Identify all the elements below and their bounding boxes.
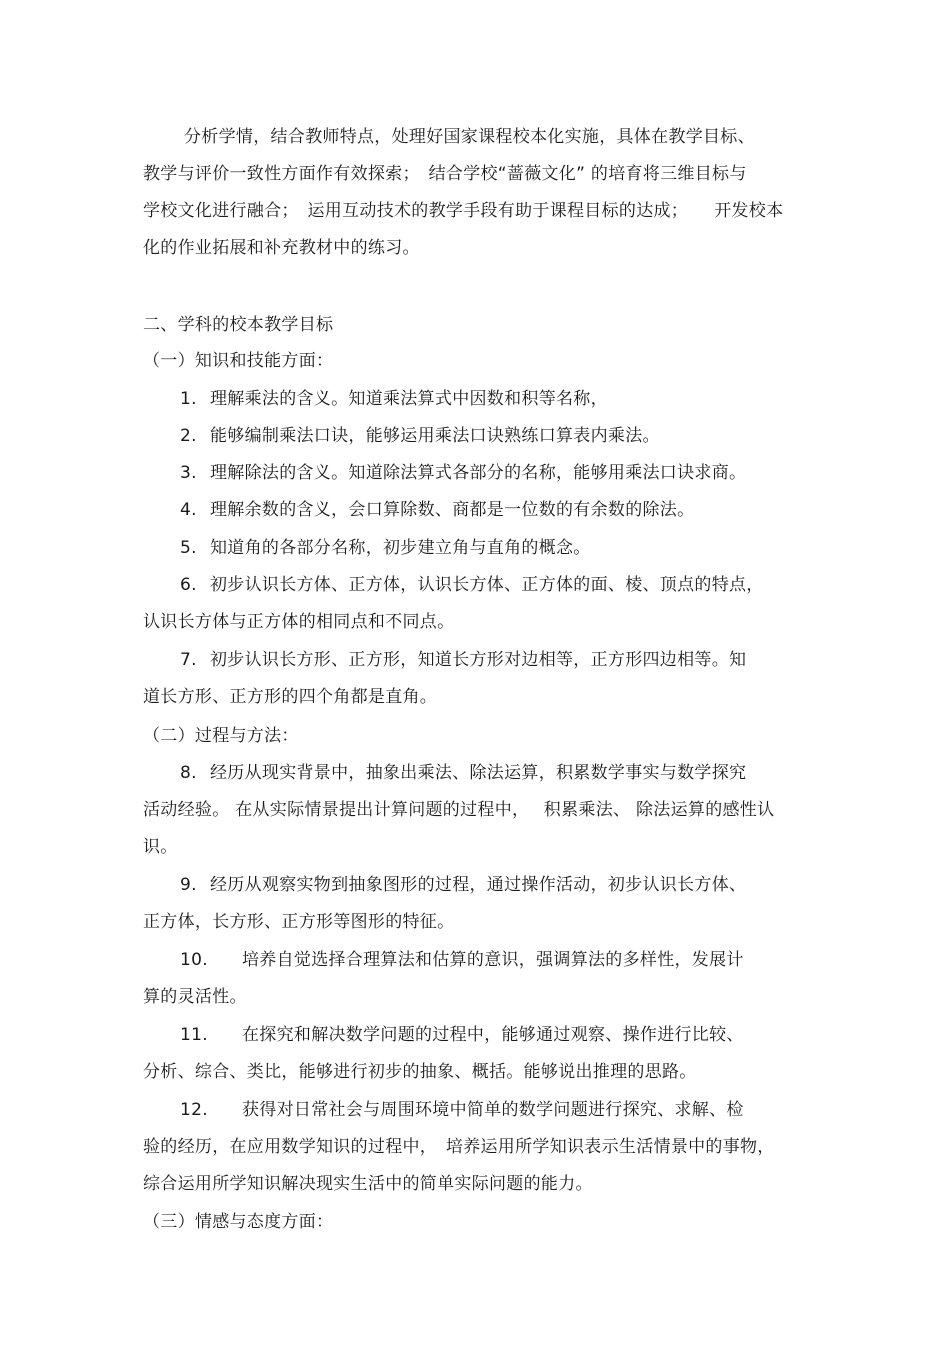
list-item-8-continuation-2: 识。 <box>143 837 178 857</box>
list-item-12-continuation: 验的经历，在应用数学知识的过程中， 培养运用所学知识表示生活情景中的事物， <box>143 1137 775 1157</box>
list-item-12 <box>180 1099 744 1121</box>
item-number: 9. <box>180 875 197 895</box>
subsection-process-method: （二）过程与方法： <box>143 726 299 746</box>
list-item-12-continuation-2: 综合运用所学知识解决现实生活中的简单实际问题的能力。 <box>143 1174 593 1194</box>
list-item-7-continuation: 道长方形、正方形的四个角都是直角。 <box>143 687 438 707</box>
item-text: 培养自觉选择合理算法和估算的意识，强调算法的多样性，发展计 <box>242 950 744 970</box>
list-item-3 <box>180 462 746 484</box>
item-text: 经历从现实背景中，抽象出乘法、除法运算，积累数学事实与数学探究 <box>210 763 747 783</box>
list-item-5 <box>180 537 591 559</box>
list-item-9 <box>180 874 746 896</box>
item-number: 8. <box>180 763 197 783</box>
list-item-6 <box>180 574 764 596</box>
item-text: 理解乘法的含义。知道乘法算式中因数和积等名称， <box>210 389 608 409</box>
intro-line-4: 化的作业拓展和补充教材中的练习。 <box>143 238 420 258</box>
item-text: 初步认识长方体、正方体，认识长方体、正方体的面、棱、顶点的特点， <box>210 575 764 595</box>
list-item-8-continuation: 活动经验。 在从实际情景提出计算问题的过程中， 积累乘法、 除法运算的感性认 <box>143 800 775 820</box>
item-number: 5. <box>180 538 197 558</box>
item-number: 3. <box>180 463 197 483</box>
item-text: 初步认识长方形、正方形，知道长方形对边相等，正方形四边相等。知 <box>210 650 747 670</box>
item-number: 11. <box>180 1025 208 1045</box>
item-text: 获得对日常社会与周围环境中简单的数学问题进行探究、求解、检 <box>242 1100 744 1120</box>
section-heading: 二、学科的校本教学目标 <box>143 315 334 335</box>
item-number: 12. <box>180 1100 208 1120</box>
subsection-knowledge-skills: （一）知识和技能方面： <box>143 351 334 371</box>
list-item-1 <box>180 388 608 410</box>
list-item-2 <box>180 425 660 447</box>
item-text: 在探究和解决数学问题的过程中，能够通过观察、操作进行比较、 <box>242 1025 744 1045</box>
list-item-10-continuation: 算的灵活性。 <box>143 987 247 1007</box>
intro-line-3: 学校文化进行融合； 运用互动技术的教学手段有助于课程目标的达成； 开发校本 <box>143 201 784 221</box>
list-item-9-continuation: 正方体，长方形、正方形等图形的特征。 <box>143 912 455 932</box>
item-number: 7. <box>180 650 197 670</box>
item-text: 知道角的各部分名称，初步建立角与直角的概念。 <box>210 538 591 558</box>
list-item-11 <box>180 1024 744 1046</box>
list-item-10 <box>180 949 744 971</box>
item-number: 4. <box>180 500 197 520</box>
item-number: 6. <box>180 575 197 595</box>
item-text: 理解除法的含义。知道除法算式各部分的名称，能够用乘法口诀求商。 <box>210 463 747 483</box>
item-number: 10. <box>180 950 208 970</box>
item-number: 2. <box>180 426 197 446</box>
item-text: 能够编制乘法口诀，能够运用乘法口诀熟练口算表内乘法。 <box>210 426 660 446</box>
item-text: 经历从观察实物到抽象图形的过程，通过操作活动，初步认识长方体、 <box>210 875 747 895</box>
item-text: 理解余数的含义，会口算除数、商都是一位数的有余数的除法。 <box>210 500 695 520</box>
item-number: 1. <box>180 389 197 409</box>
intro-line-1: 分析学情，结合教师特点，处理好国家课程校本化实施，具体在教学目标、 <box>184 127 755 147</box>
list-item-6-continuation: 认识长方体与正方体的相同点和不同点。 <box>143 612 455 632</box>
list-item-11-continuation: 分析、综合、类比，能够进行初步的抽象、概括。能够说出推理的思路。 <box>143 1062 697 1082</box>
list-item-4 <box>180 499 694 521</box>
subsection-emotion-attitude: （三）情感与态度方面： <box>143 1212 334 1232</box>
list-item-7 <box>180 649 746 671</box>
list-item-8 <box>180 762 746 784</box>
intro-line-2: 教学与评价一致性方面作有效探索； 结合学校“蔷薇文化” 的培育将三维目标与 <box>143 164 747 184</box>
